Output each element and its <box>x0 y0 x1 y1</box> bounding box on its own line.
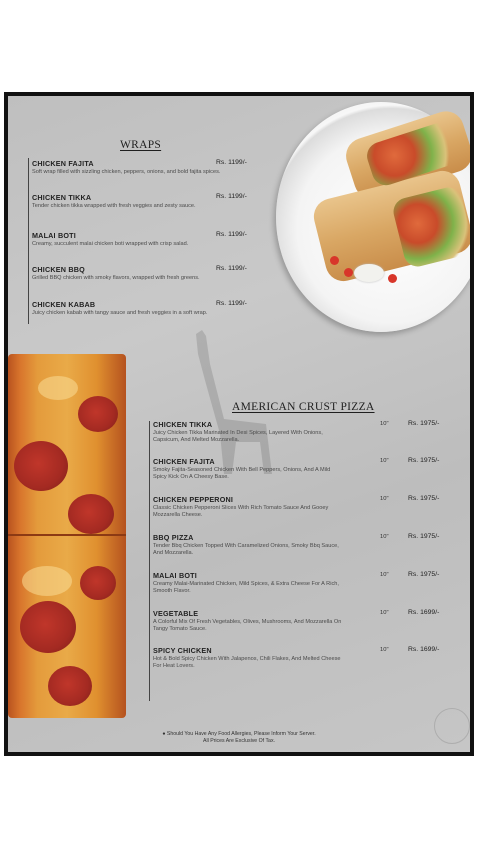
item-size: 10" <box>380 496 389 502</box>
tomato-garnish <box>388 274 397 283</box>
allergy-note: ● Should You Have Any Food Allergies, Please Inform Your Server. <box>162 731 316 737</box>
pepperoni <box>20 601 76 653</box>
item-name: VEGETABLE <box>153 609 199 618</box>
pizza-item-spicy-chicken <box>153 646 343 670</box>
wrap-item-chicken-tikka <box>32 193 222 210</box>
pepperoni <box>78 396 118 432</box>
pizza-title: AMERICAN CRUST PIZZA <box>232 401 375 413</box>
item-desc: A Colorful Mix Of Fresh Vegetables, Olives, Mushrooms, And Mozzarella On Tangy Tomato Sauce. <box>153 619 342 633</box>
item-desc: Juicy chicken kabab with tangy sauce and fresh veggies in a soft wrap. <box>32 310 208 316</box>
item-name: MALAI BOTI <box>32 231 76 240</box>
item-price: Rs. 1699/- <box>408 609 440 616</box>
pizza-cheese <box>38 376 78 400</box>
item-size: 10" <box>380 572 389 578</box>
item-desc: Classic Chicken Pepperoni Slices With Rich Tomato Sauce And Gooey Mozzarella Cheese. <box>153 505 329 519</box>
pizza-item-vegetable <box>153 609 343 633</box>
pizza-item-chicken-tikka <box>153 420 343 444</box>
item-price: Rs. 1199/- <box>216 300 247 307</box>
item-price: Rs. 1975/- <box>408 533 440 540</box>
item-price: Rs. 1199/- <box>216 193 247 200</box>
pepperoni <box>80 566 116 600</box>
item-desc: Juicy Chicken Tikka Marinated In Desi Spices, Layered With Onions, Capsicum, And Melted Mozzarella. <box>153 430 323 444</box>
item-desc: Hot & Bold Spicy Chicken With Jalapenos, Chili Flakes, And Melted Cheese For Heat Lovers. <box>153 656 341 670</box>
item-desc: Smoky Fajita-Seasoned Chicken With Bell Peppers, Onions, And A Mild Spicy Kick On A Cheesy Base. <box>153 467 331 481</box>
item-size: 10" <box>380 421 389 427</box>
item-name: CHICKEN FAJITA <box>153 457 215 466</box>
item-price: Rs. 1199/- <box>216 159 247 166</box>
pizza-item-bbq-pizza <box>153 533 343 557</box>
wraps-title: WRAPS <box>120 139 162 151</box>
item-desc: Soft wrap filled with sizzling chicken, peppers, onions, and bold fajita spices. <box>32 169 221 175</box>
item-price: Rs. 1199/- <box>216 231 247 238</box>
pepperoni <box>48 666 92 706</box>
item-size: 10" <box>380 610 389 616</box>
item-size: 10" <box>380 647 389 653</box>
tomato-garnish <box>344 268 353 277</box>
item-price: Rs. 1975/- <box>408 457 440 464</box>
item-name: CHICKEN FAJITA <box>32 159 94 168</box>
menu-page <box>8 96 470 752</box>
wrap-item-chicken-bbq <box>32 265 222 282</box>
item-name: CHICKEN TIKKA <box>153 420 213 429</box>
tax-note: All Prices Are Exclusive Of Tax. <box>203 738 275 744</box>
item-name: BBQ PIZZA <box>153 533 194 542</box>
wrap-item-malai-boti <box>32 231 222 248</box>
item-desc: Creamy Malai-Marinated Chicken, Mild Spices, & Extra Cheese For A Rich, Smooth Flavor. <box>153 581 339 595</box>
pizza-item-chicken-fajita <box>153 457 343 481</box>
item-price: Rs. 1199/- <box>216 265 247 272</box>
item-name: CHICKEN KABAB <box>32 300 96 309</box>
item-name: CHICKEN PEPPERONI <box>153 495 234 504</box>
pizza-slice-line <box>8 534 126 536</box>
tomato-garnish <box>330 256 339 265</box>
item-desc: Grilled BBQ chicken with smoky flavors, wrapped with fresh greens. <box>32 275 200 281</box>
wrap-item-chicken-kabab <box>32 300 222 317</box>
pizza-divider <box>149 421 150 701</box>
item-desc: Creamy, succulent malai chicken boti wrapped with crisp salad. <box>32 241 189 247</box>
item-price: Rs. 1975/- <box>408 571 440 578</box>
pizza-item-chicken-pepperoni <box>153 495 343 519</box>
item-name: MALAI BOTI <box>153 571 197 580</box>
wrap-item-chicken-fajita <box>32 159 222 176</box>
item-name: CHICKEN BBQ <box>32 265 85 274</box>
item-name: CHICKEN TIKKA <box>32 193 92 202</box>
item-price: Rs. 1975/- <box>408 495 440 502</box>
item-size: 10" <box>380 458 389 464</box>
pepperoni <box>68 494 114 534</box>
item-price: Rs. 1699/- <box>408 646 440 653</box>
item-desc: Tender Bbq Chicken Topped With Caramelized Onions, Smoky Bbq Sauce, And Mozzarella. <box>153 543 339 557</box>
pizza-item-malai-boti <box>153 571 343 595</box>
wraps-divider <box>28 158 29 324</box>
pepperoni <box>14 441 68 491</box>
item-name: SPICY CHICKEN <box>153 646 212 655</box>
sauce-dip-image <box>354 264 384 282</box>
pizza-cheese <box>22 566 72 596</box>
item-price: Rs. 1975/- <box>408 420 440 427</box>
item-desc: Tender chicken tikka wrapped with fresh veggies and zesty sauce. <box>32 203 196 209</box>
item-size: 10" <box>380 534 389 540</box>
